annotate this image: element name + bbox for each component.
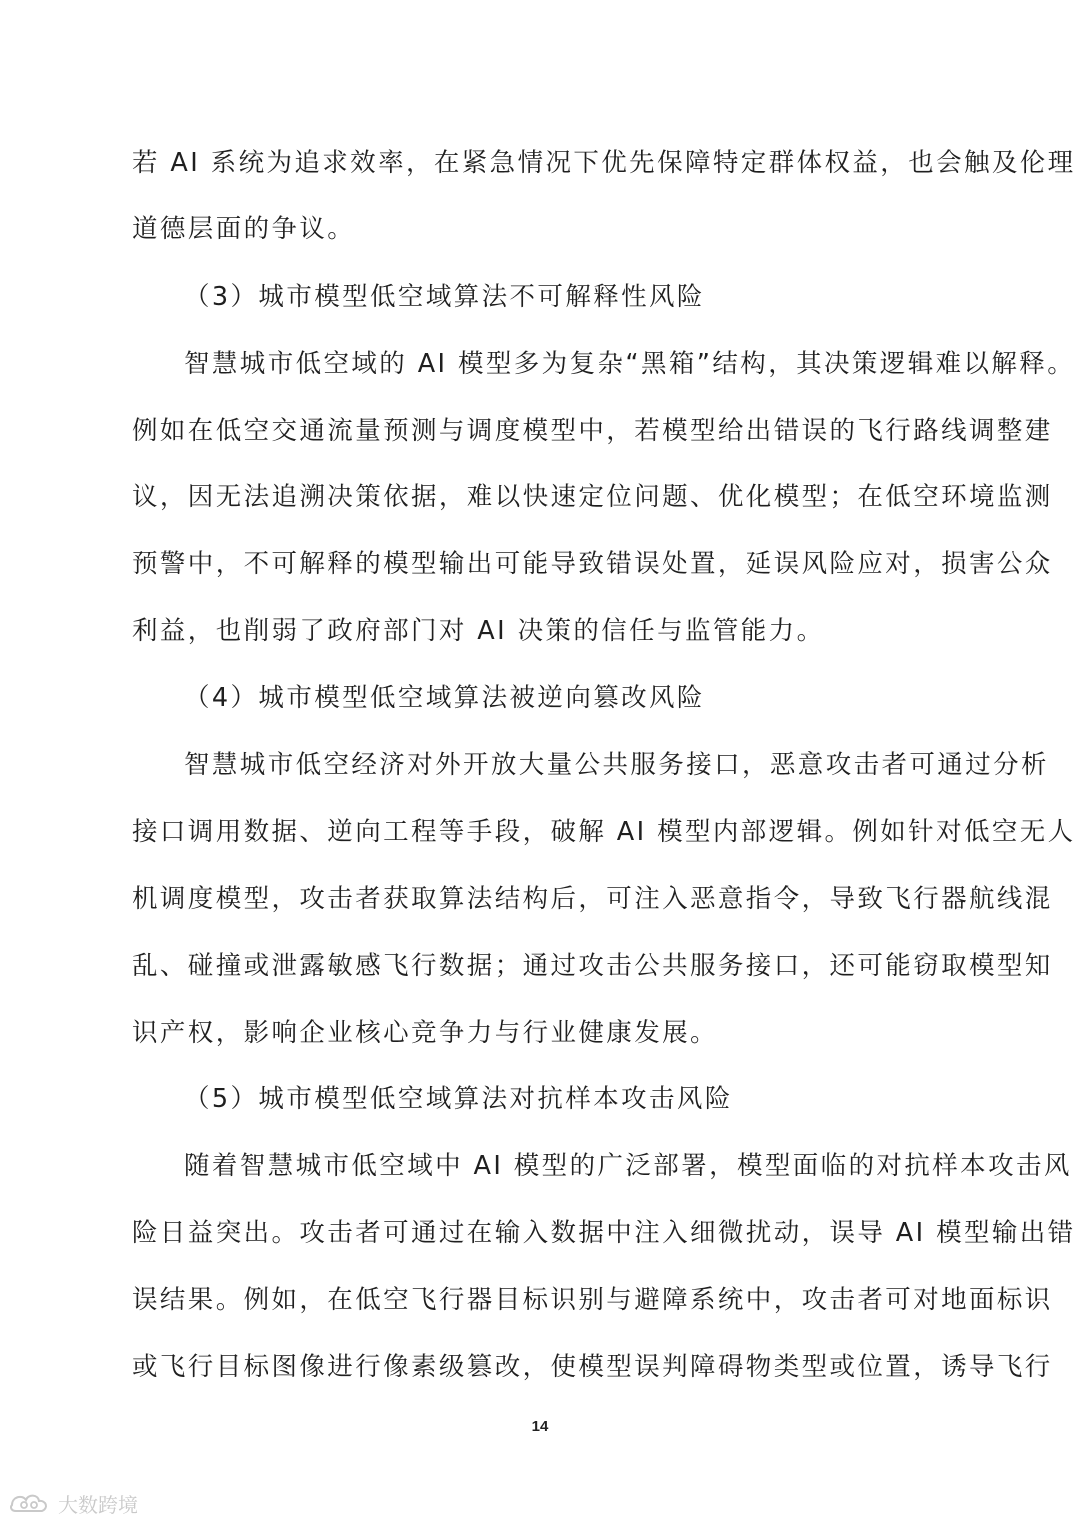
logo-icon	[8, 1491, 52, 1515]
section-heading-5: （5）城市模型低空域算法对抗样本攻击风险	[184, 1084, 733, 1114]
text-line: 乱、碰撞或泄露敏感飞行数据；通过攻击公共服务接口，还可能窃取模型知	[132, 951, 1053, 981]
text-line: 例如在低空交通流量预测与调度模型中，若模型给出错误的飞行路线调整建	[132, 416, 1053, 446]
watermark-text: 大数跨境	[58, 1492, 138, 1517]
text-line: 误结果。例如，在低空飞行器目标识别与避障系统中，攻击者可对地面标识	[132, 1285, 1053, 1315]
text-line: 或飞行目标图像进行像素级篡改，使模型误判障碍物类型或位置，诱导飞行	[132, 1352, 1053, 1382]
text-line: 议，因无法追溯决策依据，难以快速定位问题、优化模型；在低空环境监测	[132, 482, 1053, 512]
text-line: 预警中，不可解释的模型输出可能导致错误处置，延误风险应对，损害公众	[132, 549, 1053, 579]
watermark	[8, 1488, 138, 1518]
text-line: 智慧城市低空域的 AI 模型多为复杂“黑箱”结构，其决策逻辑难以解释。	[184, 349, 1076, 379]
text-line: 利益，也削弱了政府部门对 AI 决策的信任与监管能力。	[132, 616, 825, 646]
text-line: 随着智慧城市低空域中 AI 模型的广泛部署，模型面临的对抗样本攻击风	[184, 1151, 1072, 1181]
text-line: 机调度模型，攻击者获取算法结构后，可注入恶意指令，导致飞行器航线混	[132, 884, 1053, 914]
section-heading-3: （3）城市模型低空域算法不可解释性风险	[184, 282, 705, 312]
page-number: 14	[531, 1418, 549, 1435]
section-heading-4: （4）城市模型低空域算法被逆向篡改风险	[184, 683, 705, 713]
text-line: 险日益突出。攻击者可通过在输入数据中注入细微扰动，误导 AI 模型输出错	[132, 1218, 1076, 1248]
text-line: 接口调用数据、逆向工程等手段，破解 AI 模型内部逻辑。例如针对低空无人	[132, 817, 1076, 847]
text-line: 道德层面的争议。	[132, 214, 356, 244]
text-line: 若 AI 系统为追求效率，在紧急情况下优先保障特定群体权益，也会触及伦理	[132, 148, 1076, 178]
text-line: 智慧城市低空经济对外开放大量公共服务接口，恶意攻击者可通过分析	[184, 750, 1049, 780]
text-line: 识产权，影响企业核心竞争力与行业健康发展。	[132, 1018, 718, 1048]
